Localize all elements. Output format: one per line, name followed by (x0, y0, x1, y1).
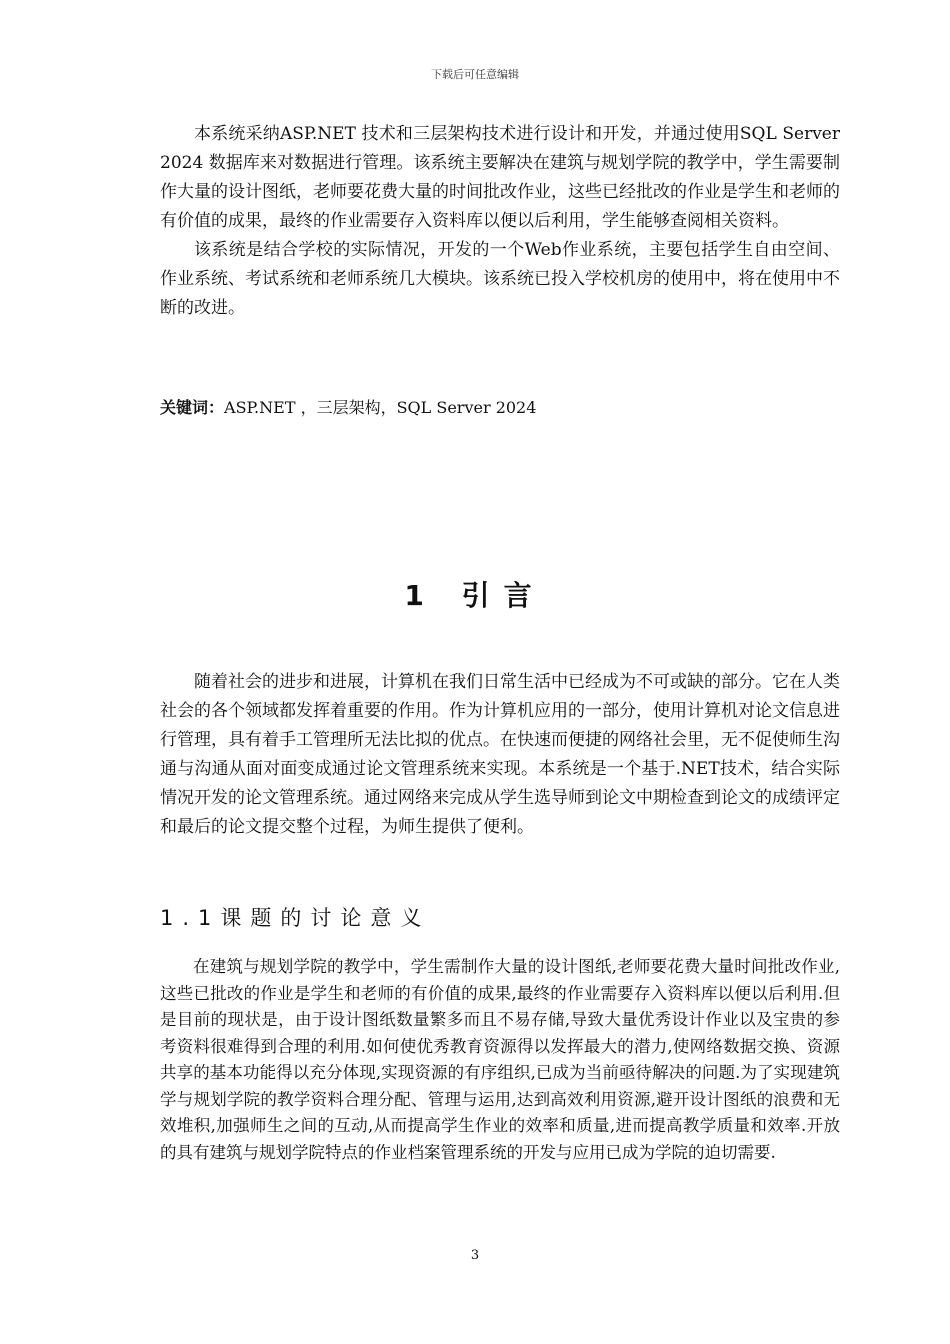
section-title: 1.1课题的讨论意义 (160, 906, 431, 930)
chapter-body (160, 668, 840, 842)
keywords-value: ASP.NET ，三层架构，SQL Server 2024 (224, 398, 537, 417)
abstract-paragraph-2: 该系统是结合学校的实际情况，开发的一个Web作业系统，主要包括学生自由空间、作业系统、考试系统和老师系统几大模块。该系统已投入学校机房的使用中，将在使用中不断的改进。 (160, 240, 840, 318)
abstract-paragraph-1: 本系统采纳ASP.NET 技术和三层架构技术进行设计和开发，并通过使用SQL Server 2024 数据库来对数据进行管理。该系统主要解决在建筑与规划学院的教学中，学生需要制作大量的设计图纸，老师要花费大量的时间批改作业，这些已经批改的作业是学生和老师的有价值的成果，最终的作业需要存入资料库以便以后利用，学生能够查阅相关资料。 (160, 124, 840, 231)
chapter-paragraph-1: 随着社会的进步和进展，计算机在我们日常生活中已经成为不可或缺的部分。它在人类社会的各个领域都发挥着重要的作用。作为计算机应用的一部分，使用计算机对论文信息进行管理，具有着手工管理所无法比拟的优点。在快速而便捷的网络社会里，无不促使师生沟通与沟通从面对面变成通过论文管理系统来实现。本系统是一个基于.NET技术，结合实际情况开发的论文管理系统。通过网络来完成从学生选导师到论文中期检查到论文的成绩评定和最后的论文提交整个过程，为师生提供了便利。 (160, 672, 840, 837)
header-note: 下载后可任意编辑 (431, 68, 519, 81)
abstract-body (160, 120, 840, 323)
section-body (160, 954, 840, 1166)
page-number: 3 (470, 1248, 480, 1263)
section-paragraph-1: 在建筑与规划学院的教学中，学生需制作大量的设计图纸,老师要花费大量时间批改作业,这些已批改的作业是学生和老师的有价值的成果,最终的作业需要存入资料库以便以后利用.但是目前的现状是，由于设计图纸数量繁多而且不易存储,导致大量优秀设计作业以及宝贵的参考资料很难得到合理的利用.如何使优秀教育资源得以发挥最大的潜力,使网络数据交换、资源共享的基本功能得以充分体现,实现资源的有序组织,已成为当前亟待解决的问题.为了实现建筑学与规划学院的教学资料合理分配、管理与运用,达到高效利用资源,避开设计图纸的浪费和无效堆积,加强师生之间的互动,从而提高学生作业的效率和质量,进而提高教学质量和效率.开放的具有建筑与规划学院特点的作业档案管理系统的开发与应用已成为学院的迫切需要. (160, 957, 840, 1162)
keywords-line (160, 395, 536, 421)
chapter-title: 1 引言 (404, 579, 546, 612)
keywords-label: 关键词： (160, 398, 225, 417)
